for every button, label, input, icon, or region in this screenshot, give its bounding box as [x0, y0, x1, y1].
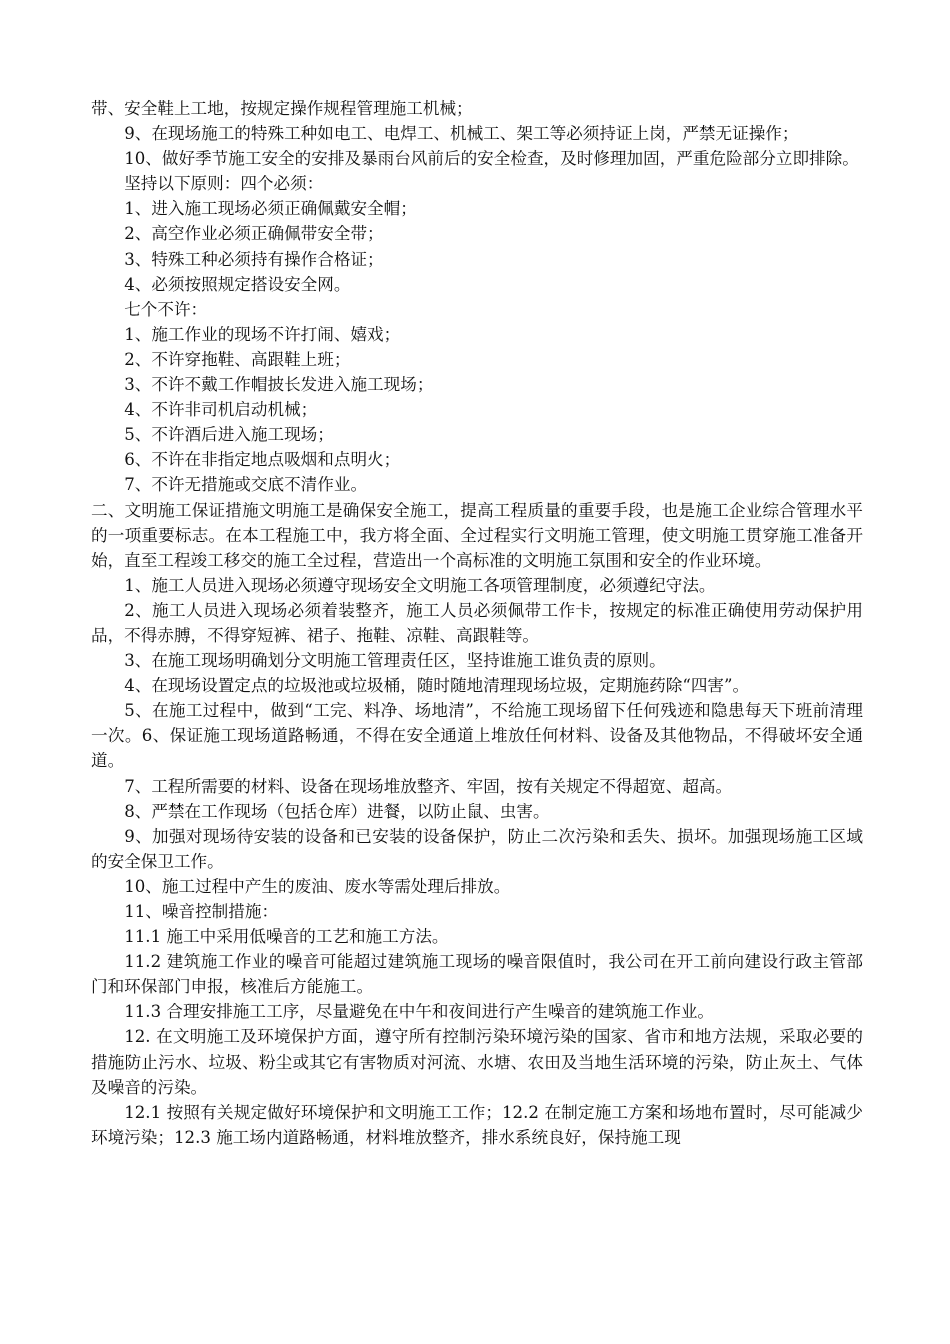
list-item: 1、施工作业的现场不许打闹、嬉戏； [124, 324, 401, 344]
list-item: 7、工程所需要的材料、设备在现场堆放整齐、牢固，按有关规定不得超宽、超高。 [124, 776, 733, 796]
list-item: 4、必须按照规定搭设安全网。 [124, 274, 351, 294]
list-item: 5、不许酒后进入施工现场； [124, 425, 334, 445]
list-item: 2、施工人员进入现场必须着装整齐，施工人员必须佩带工作卡，按规定的标准正确使用劳动保护用品，不得赤膊，不得穿短裤、裙子、拖鞋、凉鞋、高跟鞋等。 [91, 600, 863, 645]
paragraph: 带、安全鞋上工地，按规定操作规程管理施工机械； [91, 99, 473, 118]
section-heading: 11、噪音控制措施： [124, 902, 279, 921]
list-item: 1、进入施工现场必须正确佩戴安全帽； [124, 199, 417, 219]
list-item: 3、特殊工种必须持有操作合格证； [124, 249, 384, 269]
list-item: 11.3 合理安排施工工序，尽量避免在中午和夜间进行产生噪音的建筑施工作业。 [124, 1002, 715, 1022]
list-item: 6、不许在非指定地点吸烟和点明火； [124, 450, 401, 470]
list-item: 11.1 施工中采用低噪音的工艺和施工方法。 [124, 927, 449, 947]
list-item: 2、高空作业必须正确佩带安全带； [124, 224, 384, 244]
section-heading: 七个不许： [124, 299, 208, 319]
list-item: 9、加强对现场待安装的设备和已安装的设备保护，防止二次污染和丢失、损坏。加强现场施工区域的安全保卫工作。 [91, 826, 863, 871]
list-item: 10、施工过程中产生的废油、废水等需处理后排放。 [124, 876, 511, 896]
list-item: 12.1 按照有关规定做好环境保护和文明施工工作；12.2 在制定施工方案和场地布置时，尽可能减少环境污染；12.3 施工场内道路畅通，材料堆放整齐，排水系统良好，保持施工现 [91, 1102, 863, 1147]
list-item: 11.2 建筑施工作业的噪音可能超过建筑施工现场的噪音限值时，我公司在开工前向建设行政主管部门和环保部门申报，核准后方能施工。 [91, 952, 863, 997]
paragraph: 10、做好季节施工安全的安排及暴雨台风前后的安全检查，及时修理加固，严重危险部分立即排除。 [124, 149, 859, 169]
list-item: 4、在现场设置定点的垃圾池或垃圾桶，随时随地清理现场垃圾，定期施药除“四害”。 [124, 676, 750, 696]
list-item: 3、不许不戴工作帽披长发进入施工现场； [124, 375, 434, 395]
list-item: 8、严禁在工作现场（包括仓库）进餐，以防止鼠、虫害。 [124, 801, 550, 821]
list-item: 12. 在文明施工及环境保护方面，遵守所有控制污染环境污染的国家、省市和地方法规，采取必要的措施防止污水、垃圾、粉尘或其它有害物质对河流、水塘、农田及当地生活环境的污染，防止灰土、气体及噪音的污染。 [91, 1027, 863, 1097]
list-item: 7、不许无措施或交底不清作业。 [124, 475, 368, 495]
list-item: 2、不许穿拖鞋、高跟鞋上班； [124, 349, 351, 369]
paragraph: 9、在现场施工的特殊工种如电工、电焊工、机械工、架工等必须持证上岗，严禁无证操作； [124, 124, 799, 144]
list-item: 5、在施工过程中，做到“工完、料净、场地清”，不给施工现场留下任何残迹和隐患每天下班前清理一次。6、保证施工现场道路畅通，不得在安全通道上堆放任何材料、设备及其他物品，不得破坏安全通道。 [91, 701, 863, 771]
list-item: 1、施工人员进入现场必须遵守现场安全文明施工各项管理制度，必须遵纪守法。 [124, 575, 716, 595]
document-page [91, 96, 863, 1150]
list-item: 3、在施工现场明确划分文明施工管理责任区，坚持谁施工谁负责的原则。 [124, 651, 666, 671]
section-paragraph: 二、文明施工保证措施文明施工是确保安全施工，提高工程质量的重要手段，也是施工企业综合管理水平的一项重要标志。在本工程施工中，我方将全面、全过程实行文明施工管理，使文明施工贯穿施工准备开始，直至工程竣工移交的施工全过程，营造出一个高标准的文明施工氛围和安全的作业环境。 [91, 500, 863, 570]
list-item: 4、不许非司机启动机械； [124, 400, 318, 420]
section-heading: 坚持以下原则：四个必须： [124, 174, 324, 194]
